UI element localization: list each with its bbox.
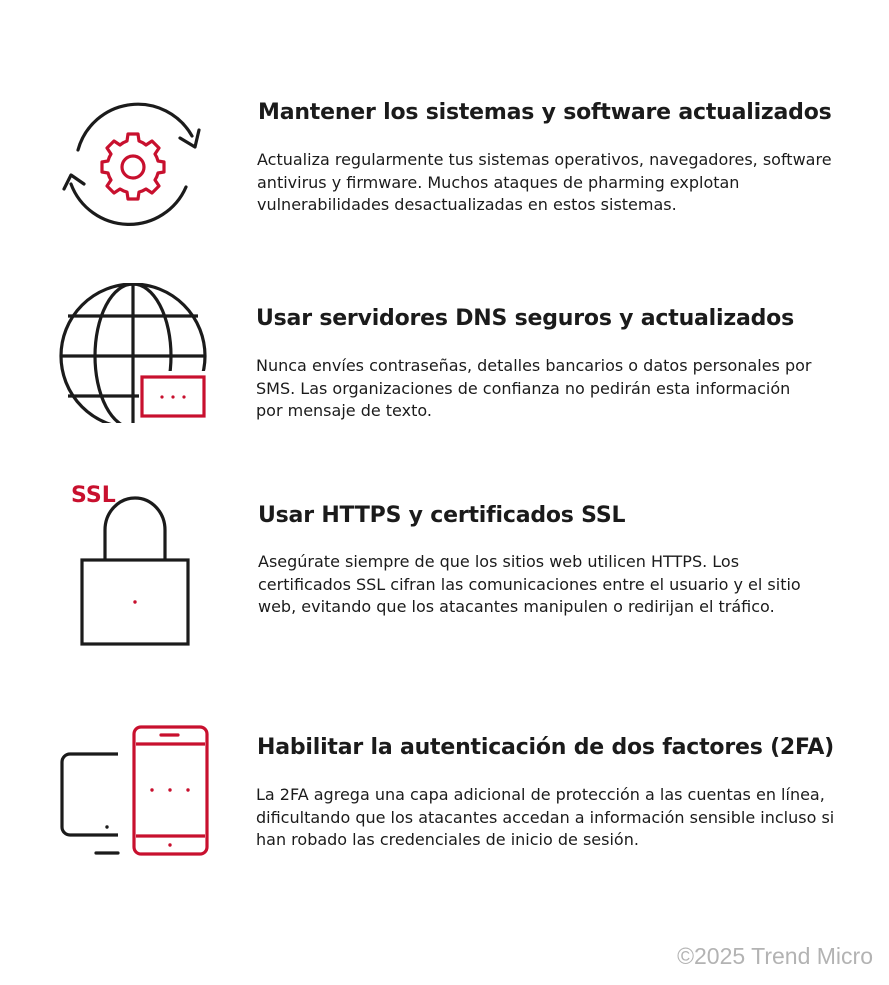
copyright-text: ©2025 Trend Micro bbox=[677, 943, 873, 969]
tip-title: Habilitar la autenticación de dos factores (2FA) bbox=[257, 735, 835, 760]
tip-description: La 2FA agrega una capa adicional de protección a las cuentas en línea, dificultando que los atacantes accedan a información sensible incluso si han robado las credenciales de inicio de sesión. bbox=[256, 785, 835, 849]
tip-title: Mantener los sistemas y software actualizados bbox=[258, 100, 832, 125]
globe-icon bbox=[58, 283, 208, 433]
ssl-padlock-icon bbox=[68, 480, 198, 650]
sync-gear-icon bbox=[58, 92, 208, 232]
tip-title: Usar HTTPS y certificados SSL bbox=[258, 503, 626, 528]
devices-icon bbox=[58, 722, 213, 862]
ssl-label: SSL bbox=[71, 483, 116, 508]
tip-description: Nunca envíes contraseñas, detalles bancarios o datos personales por SMS. Las organizaciones de confianza no pedirán esta información por mensaje de texto. bbox=[256, 356, 812, 420]
tip-description: Asegúrate siempre de que los sitios web utilicen HTTPS. Los certificados SSL cifran las comunicaciones entre el usuario y el sitio web, evitando que los atacantes manipulen o redirijan el tráfico. bbox=[258, 552, 801, 616]
tip-description: Actualiza regularmente tus sistemas operativos, navegadores, software antivirus y firmware. Muchos ataques de pharming explotan vulnerabilidades desactualizadas en estos sistemas. bbox=[257, 150, 832, 214]
tip-title: Usar servidores DNS seguros y actualizados bbox=[256, 306, 794, 331]
